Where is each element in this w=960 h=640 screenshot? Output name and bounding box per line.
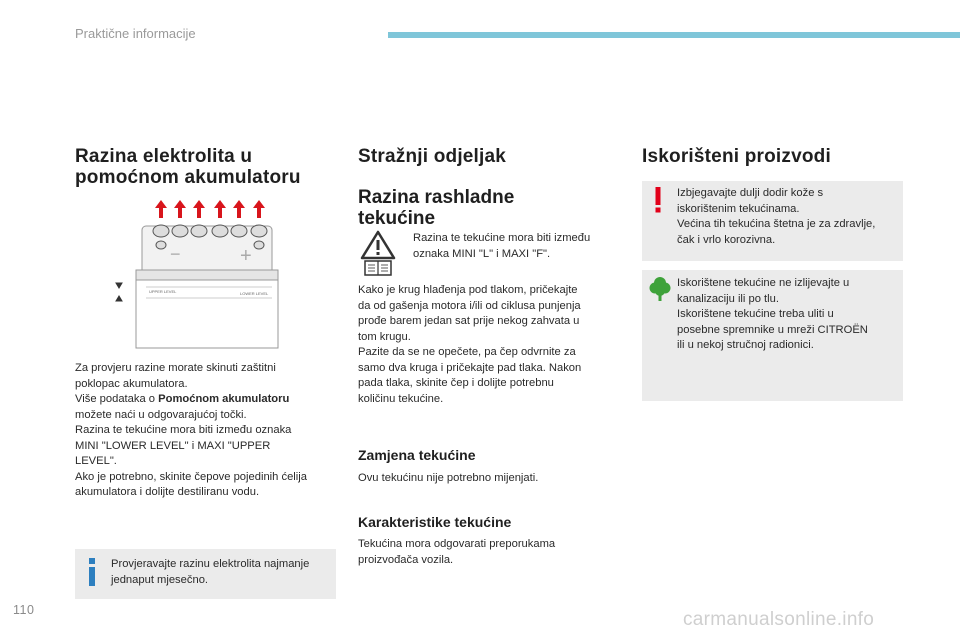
coolant-line: količinu tekućine. bbox=[358, 392, 444, 405]
electrolyte-heading-line2: pomoćnom akumulatoru bbox=[75, 167, 301, 188]
coolant-paragraph bbox=[358, 283, 581, 407]
environment-line: posebne spremnike u mreži CITROËN bbox=[677, 323, 868, 336]
coolant-caution-line: oznaka MINI "L" i MAXI "F". bbox=[413, 247, 551, 260]
page-number: 110 bbox=[13, 603, 35, 617]
upper-level-label: UPPER LEVEL bbox=[149, 289, 177, 294]
electrolyte-line bbox=[75, 392, 307, 408]
warning-line: Većina tih tekućina štetna je za zdravlje, bbox=[677, 218, 876, 230]
level-arrows bbox=[116, 283, 122, 301]
electrolyte-text-span: Više podataka o bbox=[75, 393, 159, 405]
red-arrows bbox=[155, 200, 265, 218]
section-title: Praktične informacije bbox=[75, 26, 196, 41]
coolant-heading-line1: Razina rashladne bbox=[358, 187, 515, 208]
lower-level-label: LOWER LEVEL bbox=[240, 291, 269, 296]
caution-manual-icon bbox=[360, 230, 396, 276]
coolant-heading-line2: tekućine bbox=[358, 208, 436, 229]
info-note-text bbox=[111, 557, 309, 588]
environment-note-box bbox=[642, 270, 903, 401]
coolant-level-heading bbox=[358, 187, 514, 229]
watermark: carmanualsonline.info bbox=[683, 609, 875, 630]
warning-note-box bbox=[642, 181, 903, 261]
tree-icon bbox=[649, 276, 671, 302]
coolant-line: tom krugu. bbox=[358, 330, 411, 343]
electrolyte-line: možete naći u odgovarajućoj točki. bbox=[75, 408, 247, 421]
warning-note-text bbox=[677, 186, 875, 248]
environment-line: Iskorištene tekućine ne izlijevajte u bbox=[677, 277, 850, 289]
info-note-line: jednaput mjesečno. bbox=[111, 573, 209, 586]
fluid-spec-heading: Karakteristike tekućine bbox=[358, 514, 512, 530]
coolant-line: pada tlaka, skinite čep i dolijte potrebnu bbox=[358, 377, 554, 389]
electrolyte-line: Razina te tekućine mora biti između oznaka bbox=[75, 424, 292, 436]
plus-sign: + bbox=[240, 245, 252, 267]
info-icon bbox=[87, 558, 97, 586]
electrolyte-heading-line1: Razina elektrolita u bbox=[75, 146, 253, 167]
coolant-line: prođe barem jedan sat prije nekog zahvata u bbox=[358, 315, 580, 327]
electrolyte-heading bbox=[75, 146, 301, 188]
coolant-caution-line: Razina te tekućine mora biti između bbox=[413, 232, 591, 244]
environment-line: Iskorištene tekućine treba uliti u bbox=[677, 308, 834, 320]
battery-reference: Pomoćnom akumulatoru bbox=[158, 393, 290, 405]
electrolyte-line: Ako je potrebno, skinite čepove pojedinih ćelija bbox=[75, 470, 307, 483]
used-products-heading: Iskorišteni proizvodi bbox=[642, 146, 831, 167]
coolant-caution-text bbox=[413, 231, 590, 262]
fluid-spec-line: Tekućina mora odgovarati preporukama bbox=[358, 538, 556, 550]
info-note-line: Provjeravajte razinu elektrolita najmanje bbox=[111, 558, 310, 570]
minus-sign: − bbox=[170, 244, 181, 264]
fluid-spec-text bbox=[358, 537, 555, 568]
environment-line: ili u nekoj stručnoj radionici. bbox=[677, 339, 814, 351]
electrolyte-line: poklopac akumulatora. bbox=[75, 377, 188, 390]
coolant-line: Pazite da se ne opečete, pa čep odvrnite za bbox=[358, 346, 576, 358]
electrolyte-paragraph bbox=[75, 361, 307, 501]
header-accent-bar bbox=[388, 32, 960, 38]
coolant-line: samo dva kruga i pričekajte pad tlaka. Nakon bbox=[358, 361, 582, 374]
info-note-box bbox=[75, 549, 336, 599]
coolant-line: da od gašenja motora i/ili od ciklusa punjenja bbox=[358, 299, 581, 312]
coolant-line: Kako je krug hlađenja pod tlakom, pričekajte bbox=[358, 284, 578, 296]
fluid-replacement-text: Ovu tekućinu nije potrebno mijenjati. bbox=[358, 472, 539, 484]
electrolyte-line: Za provjeru razine morate skinuti zaštitni bbox=[75, 362, 276, 374]
warning-line: čak i vrlo korozivna. bbox=[677, 233, 776, 246]
battery-illustration bbox=[112, 198, 290, 350]
environment-note-text bbox=[677, 276, 868, 354]
electrolyte-line: MINI "LOWER LEVEL" i MAXI "UPPER bbox=[75, 439, 271, 452]
electrolyte-line: akumulatora i dolijte destiliranu vodu. bbox=[75, 486, 260, 498]
environment-line: kanalizaciju ili po tlu. bbox=[677, 292, 779, 305]
fluid-replacement-heading: Zamjena tekućine bbox=[358, 447, 476, 463]
rear-compartment-heading: Stražnji odjeljak bbox=[358, 146, 507, 167]
exclamation-icon bbox=[652, 187, 664, 213]
fluid-spec-line: proizvođača vozila. bbox=[358, 553, 454, 566]
warning-line: iskorištenim tekućinama. bbox=[677, 202, 800, 215]
electrolyte-line: LEVEL". bbox=[75, 455, 117, 467]
warning-line: Izbjegavajte dulji dodir kože s bbox=[677, 187, 824, 199]
